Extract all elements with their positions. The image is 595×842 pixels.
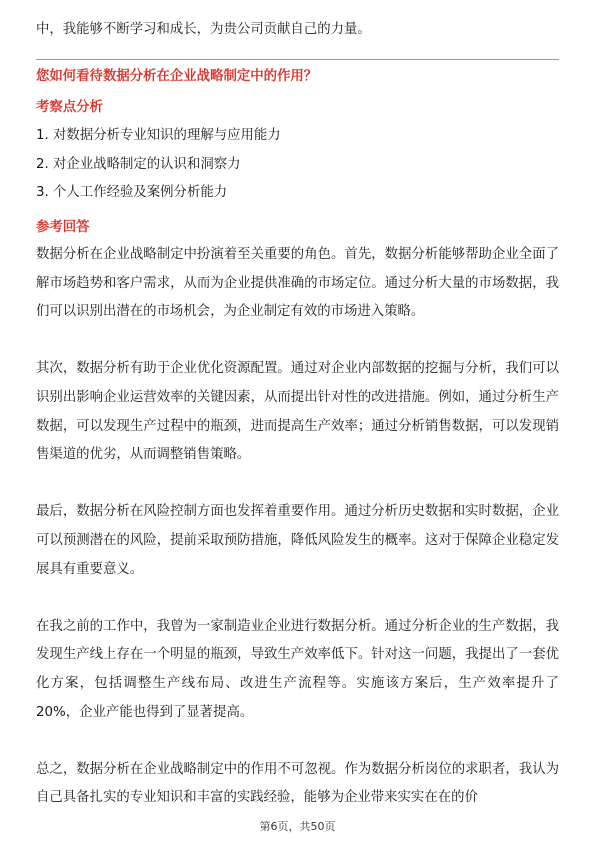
- answer-paragraph: 在我之前的工作中，我曾为一家制造业企业进行数据分析。通过分析企业的生产数据，我发现生产线上存在一个明显的瓶颈，导致生产效率低下。针对这一问题，我提出了一套优化方案，包括调整生产线布局、改进生产流程等。实施该方案后，生产效率提升了20%，企业产能也得到了显著提高。: [36, 618, 559, 720]
- list-item: 1. 对数据分析专业知识的理解与应用能力: [36, 128, 281, 143]
- list-item: 2. 对企业战略制定的认识和洞察力: [36, 156, 241, 172]
- answer-paragraph: 总之，数据分析在企业战略制定中的作用不可忽视。作为数据分析岗位的求职者，我认为自己具备扎实的专业知识和丰富的实践经验，能够为企业带来实实在在的价: [36, 761, 559, 806]
- lead-paragraph: 中，我能够不断学习和成长，为贵公司贡献自己的力量。: [36, 22, 371, 37]
- question-title: 您如何看待数据分析在企业战略制定中的作用？: [36, 69, 318, 84]
- answer-paragraph: 数据分析在企业战略制定中扮演着至关重要的角色。首先，数据分析能够帮助企业全面了解市场趋势和客户需求，从而为企业提供准确的市场定位。通过分析大量的市场数据，我们可以识别出潜在的市场机会，为企业制定有效的市场进入策略。: [36, 247, 559, 320]
- list-item: 3. 个人工作经验及案例分析能力: [36, 185, 228, 201]
- section-divider: [36, 59, 559, 60]
- points-heading: 考察点分析: [36, 100, 103, 115]
- points-list: [36, 122, 281, 208]
- answer-body: [36, 241, 559, 841]
- page-footer: 第6页，共50页: [259, 820, 336, 833]
- answer-paragraph: 最后，数据分析在风险控制方面也发挥着重要作用。通过分析历史数据和实时数据，企业可以预测潜在的风险，提前采取预防措施，降低风险发生的概率。这对于保障企业稳定发展具有重要意义。: [36, 504, 559, 577]
- answer-paragraph: 其次，数据分析有助于企业优化资源配置。通过对企业内部数据的挖掘与分析，我们可以识别出影响企业运营效率的关键因素，从而提出针对性的改进措施。例如，通过分析生产数据，可以发现生产过程中的瓶颈，进而提高生产效率；通过分析销售数据，可以发现销售渠道的优劣，从而调整销售策略。: [36, 361, 559, 463]
- answer-heading: 参考回答: [36, 220, 90, 235]
